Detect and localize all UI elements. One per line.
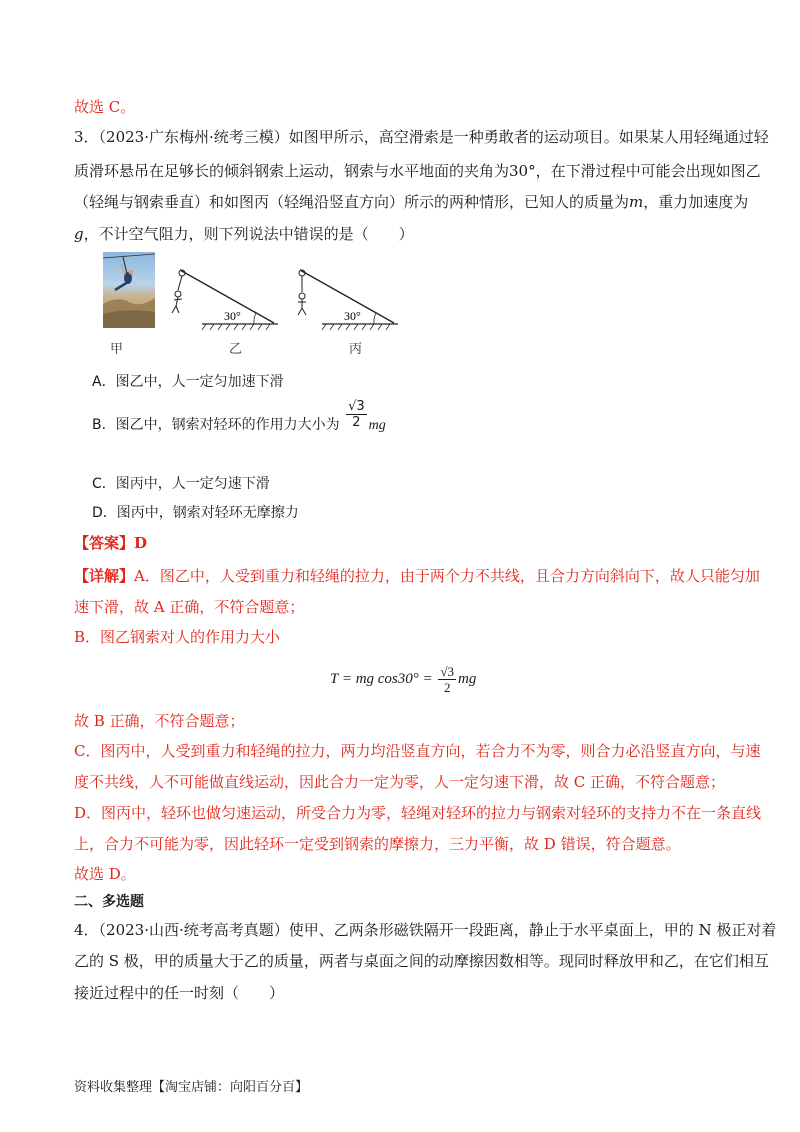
zipline-photo bbox=[103, 252, 155, 328]
equation-tail: mg bbox=[458, 670, 477, 687]
detail-line-9: 故选 D。 bbox=[74, 865, 136, 883]
detail-label: 【详解】 bbox=[74, 567, 135, 585]
zipline-photo-art bbox=[103, 252, 155, 328]
q3-line-4-text: ，不计空气阻力，则下列说法中错误的是（ ） bbox=[83, 225, 414, 243]
q3-line-2 bbox=[74, 161, 761, 181]
equation-t bbox=[330, 664, 476, 695]
option-b bbox=[92, 398, 740, 436]
q3-line-2a: 质滑环悬吊在足够长的倾斜钢索上运动，钢索与水平地面的夹角为 bbox=[74, 162, 510, 180]
detail-line-7: D．图丙中，轻环也做匀速运动，所受合力为零，轻绳对轻环的拉力与钢索对轻环的支持力不在一条直线 bbox=[74, 804, 762, 822]
detail-line-3: B．图乙钢索对人的作用力大小 bbox=[74, 628, 281, 646]
previous-answer: 故选 C。 bbox=[74, 98, 136, 116]
q3-line-4 bbox=[74, 224, 740, 244]
q3-line-3b: ，重力加速度为 bbox=[643, 193, 749, 211]
figure-b-diagram bbox=[168, 262, 288, 334]
option-b-text: B．图乙中，钢索对轻环的作用力大小为 bbox=[92, 417, 340, 433]
detail-line-6: 度不共线，人不可能做直线运动，因此合力一定为零，人一定匀速下滑，故 C 正确，不符合题意； bbox=[74, 773, 726, 791]
figure-c-diagram bbox=[288, 262, 408, 334]
q3-mass-symbol: m bbox=[629, 193, 644, 211]
q4-line-3: 接近过程中的任一时刻（ ） bbox=[74, 984, 285, 1002]
option-b-denominator: 2 bbox=[352, 414, 361, 430]
equation-denominator: 2 bbox=[443, 680, 451, 695]
option-b-tail: mg bbox=[368, 418, 386, 433]
caption-c: 丙 bbox=[349, 342, 363, 357]
detail-line-8: 上，合力不可能为零，因此轻环一定受到钢索的摩擦力，三力平衡，故 D 错误，符合题意。 bbox=[74, 835, 681, 853]
option-d: D．图丙中，钢索对轻环无摩擦力 bbox=[92, 505, 299, 521]
q3-line-3 bbox=[74, 192, 749, 212]
section-title: 二、多选题 bbox=[74, 894, 144, 910]
option-b-fraction bbox=[346, 399, 367, 430]
q3-line-3a: （轻绳与钢索垂直）和如图丙（轻绳沿竖直方向）所示的两种情形，已知人的质量为 bbox=[74, 193, 630, 211]
q4-line-1: 4．（2023·山西·统考高考真题）使甲、乙两条形磁铁隔开一段距离，静止于水平桌面上，甲的 N 极正对着 bbox=[74, 921, 777, 939]
detail-line-1-text: A．图乙中，人受到重力和轻绳的拉力，由于两个力不共线，且合力方向斜向下，故人只能匀加 bbox=[134, 567, 760, 585]
detail-line-4: 故 B 正确，不符合题意； bbox=[74, 712, 245, 730]
q3-line-1: 3．（2023·广东梅州·统考三模）如图甲所示，高空滑索是一种勇敢者的运动项目。如果某人用轻绳通过轻 bbox=[74, 128, 769, 146]
q4-line-2: 乙的 S 极，甲的质量大于乙的质量，两者与桌面之间的动摩擦因数相等。现同时释放甲和乙，在它们相互 bbox=[74, 952, 769, 970]
answer-label: 【答案】D bbox=[74, 534, 148, 552]
equation-fraction bbox=[438, 664, 456, 695]
equation-numerator: √3 bbox=[440, 664, 455, 679]
q3-line-2b: ，在下滑过程中可能会出现如图乙 bbox=[535, 162, 761, 180]
footer-text: 资料收集整理【淘宝店铺：向阳百分百】 bbox=[74, 1080, 309, 1095]
option-c: C．图丙中，人一定匀速下滑 bbox=[92, 476, 270, 492]
figure-b-angle: 30° bbox=[224, 309, 241, 323]
q3-gravity-symbol: g bbox=[74, 225, 84, 243]
option-b-numerator: √3 bbox=[348, 398, 365, 414]
caption-b: 乙 bbox=[229, 342, 243, 357]
equation-left: T = mg cos30° = bbox=[330, 670, 433, 687]
figure-c-angle: 30° bbox=[344, 309, 361, 323]
detail-line-2: 速下滑，故 A 正确，不符合题意； bbox=[74, 598, 305, 616]
detail-line-5: C．图丙中，人受到重力和轻绳的拉力，两力均沿竖直方向，若合力不为零，则合力必沿竖直方向，与速 bbox=[74, 742, 761, 760]
caption-a: 甲 bbox=[110, 342, 124, 357]
q3-angle: 30° bbox=[509, 162, 536, 180]
detail-line-1 bbox=[74, 566, 760, 586]
option-a: A．图乙中，人一定匀加速下滑 bbox=[92, 374, 284, 390]
